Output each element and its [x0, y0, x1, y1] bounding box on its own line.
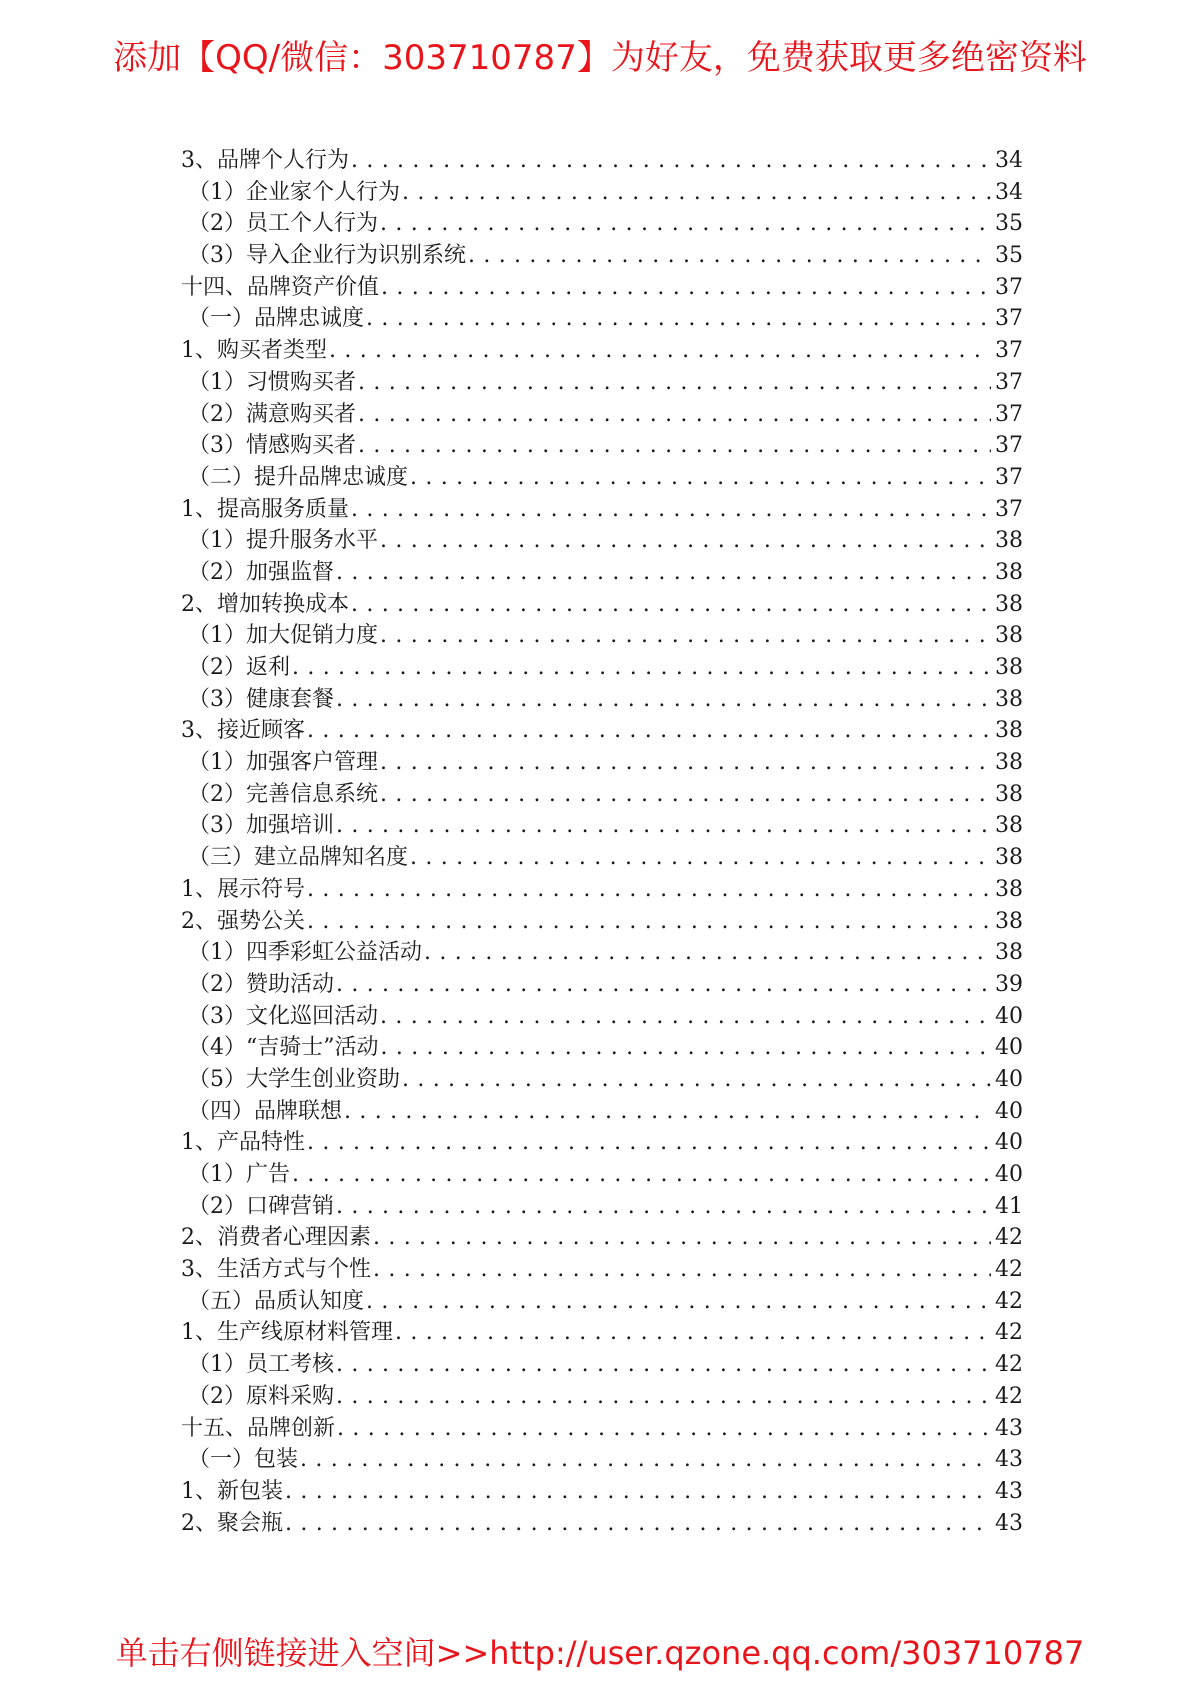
toc-entry-page-number: 38 [995, 781, 1023, 807]
toc-dot-leader [380, 747, 991, 779]
toc-entry[interactable] [181, 842, 1023, 874]
toc-entry-title: 2、聚会瓶 [181, 1510, 283, 1536]
toc-dot-leader [337, 1413, 991, 1445]
toc-dot-leader [329, 335, 991, 367]
toc-entry[interactable] [181, 874, 1023, 906]
toc-entry[interactable] [181, 557, 1023, 589]
toc-entry-title: （1）提升服务水平 [188, 528, 378, 554]
toc-entry-page-number: 34 [995, 148, 1023, 173]
toc-entry[interactable] [181, 145, 1023, 177]
toc-entry-title: 十五、品牌创新 [181, 1415, 336, 1441]
toc-entry-title: （2）赞助活动 [188, 971, 334, 997]
toc-entry[interactable] [181, 652, 1023, 684]
toc-entry-title: （4）“吉骑士”活动 [188, 1035, 379, 1061]
toc-entry[interactable] [181, 969, 1023, 1001]
toc-dot-leader [336, 684, 991, 716]
toc-dot-leader [358, 367, 991, 399]
toc-dot-leader [410, 462, 991, 494]
toc-entry-title: （1）员工考核 [188, 1352, 334, 1378]
toc-entry[interactable] [181, 1286, 1023, 1318]
toc-entry[interactable] [181, 684, 1023, 716]
toc-entry[interactable] [181, 1349, 1023, 1381]
toc-entry-page-number: 38 [995, 750, 1023, 776]
toc-entry[interactable] [181, 335, 1023, 367]
toc-entry-page-number: 43 [995, 1447, 1023, 1473]
toc-entry-title: 1、新包装 [181, 1478, 283, 1504]
toc-dot-leader [336, 557, 991, 589]
toc-entry-title: （二）提升品牌忠诚度 [188, 464, 409, 490]
toc-entry[interactable] [181, 494, 1023, 526]
toc-entry-page-number: 37 [995, 306, 1023, 332]
toc-entry[interactable] [181, 937, 1023, 969]
toc-entry-title: （2）返利 [188, 655, 290, 680]
toc-entry[interactable] [181, 1508, 1023, 1540]
toc-entry-title: （3）文化巡回活动 [188, 1003, 378, 1029]
toc-dot-leader [380, 620, 991, 652]
toc-entry-page-number: 42 [995, 1288, 1023, 1314]
toc-dot-leader [336, 969, 991, 1001]
toc-dot-leader [380, 779, 991, 811]
toc-entry-title: （2）原料采购 [188, 1383, 334, 1409]
toc-entry-title: 2、消费者心理因素 [181, 1225, 371, 1251]
toc-entry-page-number: 35 [995, 211, 1023, 237]
toc-dot-leader [381, 1032, 992, 1064]
toc-dot-leader [307, 874, 991, 906]
toc-entry-page-number: 37 [995, 338, 1023, 364]
toc-dot-leader [336, 1191, 991, 1223]
toc-entry-page-number: 38 [995, 591, 1023, 617]
toc-dot-leader [344, 1096, 991, 1128]
toc-dot-leader [358, 430, 991, 462]
toc-entry-page-number: 37 [995, 401, 1023, 427]
toc-entry-page-number: 38 [995, 718, 1023, 744]
toc-entry-title: （1）四季彩虹公益活动 [188, 940, 422, 966]
toc-dot-leader [307, 906, 991, 938]
toc-dot-leader [351, 494, 991, 526]
toc-entry-title: （1）加强客户管理 [188, 750, 378, 776]
toc-entry[interactable] [181, 525, 1023, 557]
toc-dot-leader [285, 1476, 991, 1508]
toc-entry-page-number: 38 [995, 940, 1023, 966]
toc-entry-title: 2、增加转换成本 [181, 591, 349, 617]
toc-dot-leader [402, 1064, 991, 1096]
toc-entry[interactable] [181, 462, 1023, 494]
toc-dot-leader [307, 1127, 991, 1159]
toc-entry[interactable] [181, 1001, 1023, 1033]
toc-dot-leader [395, 1317, 991, 1349]
toc-entry-page-number: 42 [995, 1257, 1023, 1283]
toc-entry-page-number: 37 [995, 274, 1023, 300]
toc-entry-page-number: 42 [995, 1320, 1023, 1346]
toc-entry[interactable] [181, 1254, 1023, 1286]
toc-entry-page-number: 38 [995, 845, 1023, 871]
toc-entry[interactable] [181, 367, 1023, 399]
toc-entry-page-number: 39 [995, 971, 1023, 997]
toc-dot-leader [366, 1286, 991, 1318]
toc-entry-page-number: 40 [995, 1162, 1023, 1187]
toc-entry[interactable] [181, 810, 1023, 842]
toc-entry-title: 1、提高服务质量 [181, 496, 349, 522]
toc-entry-page-number: 42 [995, 1225, 1023, 1251]
toc-entry[interactable] [181, 1381, 1023, 1413]
toc-dot-leader [424, 937, 991, 969]
toc-entry-title: （五）品质认知度 [188, 1288, 365, 1314]
toc-entry-title: （3）健康套餐 [188, 686, 334, 712]
toc-dot-leader [307, 715, 991, 747]
toc-entry-title: 3、生活方式与个性 [181, 1257, 371, 1283]
toc-entry[interactable] [181, 906, 1023, 938]
toc-entry-page-number: 38 [995, 559, 1023, 585]
toc-entry[interactable] [181, 1317, 1023, 1349]
toc-entry-page-number: 38 [995, 686, 1023, 712]
toc-entry-title: （5）大学生创业资助 [188, 1066, 400, 1092]
toc-entry-page-number: 34 [995, 179, 1023, 205]
toc-entry-title: （3）导入企业行为识别系统 [188, 243, 466, 269]
toc-entry-page-number: 38 [995, 876, 1023, 902]
toc-entry-page-number: 43 [995, 1415, 1023, 1441]
toc-entry-title: （一）品牌忠诚度 [188, 306, 365, 332]
toc-entry[interactable] [181, 1191, 1023, 1223]
toc-dot-leader [300, 1444, 991, 1476]
toc-entry[interactable] [181, 303, 1023, 335]
toc-entry-page-number: 38 [995, 623, 1023, 649]
toc-entry-page-number: 38 [995, 813, 1023, 839]
toc-entry[interactable] [181, 1127, 1023, 1159]
toc-entry-page-number: 42 [995, 1352, 1023, 1378]
toc-entry-title: （1）加大促销力度 [188, 623, 378, 649]
toc-entry-title: （2）口碑营销 [188, 1193, 334, 1219]
toc-entry-title: （1）广告 [188, 1162, 290, 1187]
toc-dot-leader [380, 525, 991, 557]
toc-entry-title: 十四、品牌资产价值 [181, 274, 380, 300]
toc-dot-leader [468, 240, 991, 272]
toc-entry-page-number: 38 [995, 528, 1023, 554]
toc-dot-leader [366, 303, 991, 335]
toc-entry-title: 3、品牌个人行为 [181, 148, 349, 173]
toc-entry-title: （2）员工个人行为 [188, 211, 378, 237]
toc-dot-leader [336, 1349, 991, 1381]
toc-entry[interactable] [181, 177, 1023, 209]
toc-entry-title: 2、强势公关 [181, 908, 305, 934]
toc-entry[interactable] [181, 1096, 1023, 1128]
toc-entry-title: （1）习惯购买者 [188, 369, 356, 395]
toc-dot-leader [381, 272, 991, 304]
toc-entry-page-number: 38 [995, 655, 1023, 680]
toc-dot-leader [351, 145, 991, 177]
toc-entry-page-number: 43 [995, 1510, 1023, 1536]
footer-link[interactable]: 单击右侧链接进入空间>>http://user.qzone.qq.com/303710787 [115, 1634, 1085, 1672]
toc-entry[interactable] [181, 1413, 1023, 1445]
toc-entry[interactable] [181, 589, 1023, 621]
toc-entry-page-number: 40 [995, 1098, 1023, 1124]
toc-dot-leader [292, 1159, 991, 1191]
toc-entry[interactable] [181, 1159, 1023, 1191]
toc-entry[interactable] [181, 1032, 1023, 1064]
toc-entry[interactable] [181, 1064, 1023, 1096]
toc-entry[interactable] [181, 715, 1023, 747]
toc-entry-page-number: 43 [995, 1478, 1023, 1504]
toc-entry-title: 1、生产线原材料管理 [181, 1320, 393, 1346]
toc-entry-page-number: 38 [995, 908, 1023, 934]
toc-entry-title: 1、产品特性 [181, 1130, 305, 1156]
top-promo-banner: 添加【QQ/微信：303710787】为好友，免费获取更多绝密资料 [113, 38, 1087, 78]
toc-entry[interactable] [181, 747, 1023, 779]
toc-entry[interactable] [181, 1444, 1023, 1476]
toc-entry[interactable] [181, 1476, 1023, 1508]
toc-entry-page-number: 41 [995, 1193, 1023, 1219]
toc-dot-leader [380, 1001, 991, 1033]
toc-entry-page-number: 37 [995, 496, 1023, 522]
toc-dot-leader [380, 208, 991, 240]
table-of-contents [181, 145, 1023, 1539]
toc-entry-page-number: 37 [995, 464, 1023, 490]
toc-entry-title: （3）情感购买者 [188, 433, 356, 459]
toc-entry[interactable] [181, 779, 1023, 811]
toc-entry[interactable] [181, 1222, 1023, 1254]
toc-entry[interactable] [181, 620, 1023, 652]
toc-entry[interactable] [181, 430, 1023, 462]
toc-entry-page-number: 42 [995, 1383, 1023, 1409]
toc-entry-title: （2）完善信息系统 [188, 781, 378, 807]
toc-entry-title: （1）企业家个人行为 [188, 179, 400, 205]
toc-entry-title: （3）加强培训 [188, 813, 334, 839]
toc-dot-leader [336, 810, 991, 842]
toc-entry-page-number: 40 [995, 1130, 1023, 1156]
toc-entry[interactable] [181, 208, 1023, 240]
toc-dot-leader [373, 1222, 991, 1254]
toc-dot-leader [351, 589, 991, 621]
toc-dot-leader [358, 399, 991, 431]
toc-entry-page-number: 37 [995, 369, 1023, 395]
toc-entry-title: 1、购买者类型 [181, 338, 327, 364]
toc-entry-title: 3、接近顾客 [181, 718, 305, 744]
toc-dot-leader [373, 1254, 991, 1286]
toc-entry[interactable] [181, 399, 1023, 431]
toc-dot-leader [285, 1508, 991, 1540]
toc-dot-leader [336, 1381, 991, 1413]
toc-entry[interactable] [181, 272, 1023, 304]
toc-entry-title: （三）建立品牌知名度 [188, 845, 409, 871]
toc-entry-title: （2）满意购买者 [188, 401, 356, 427]
toc-entry-page-number: 40 [995, 1035, 1023, 1061]
toc-dot-leader [410, 842, 991, 874]
toc-entry[interactable] [181, 240, 1023, 272]
toc-entry-page-number: 40 [995, 1003, 1023, 1029]
toc-dot-leader [402, 177, 991, 209]
toc-entry-page-number: 37 [995, 433, 1023, 459]
toc-entry-page-number: 35 [995, 243, 1023, 269]
toc-entry-page-number: 40 [995, 1066, 1023, 1092]
toc-entry-title: （2）加强监督 [188, 559, 334, 585]
toc-entry-title: （一）包装 [188, 1447, 299, 1473]
toc-entry-title: （四）品牌联想 [188, 1098, 343, 1124]
toc-dot-leader [292, 652, 991, 684]
toc-entry-title: 1、展示符号 [181, 876, 305, 902]
